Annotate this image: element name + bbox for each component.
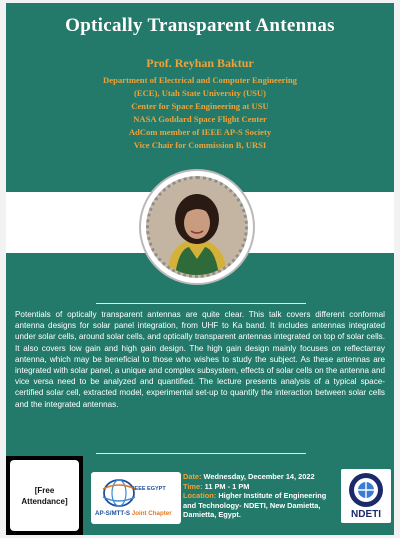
affiliation-line: Department of Electrical and Computer Engineering: [103, 75, 297, 85]
event-location: [183, 491, 337, 520]
affiliation-line: AdCom member of IEEE AP-S Society: [128, 127, 272, 137]
affiliation-line: Center for Space Engineering at USU: [131, 101, 269, 111]
location-label: Location:: [183, 491, 217, 501]
location-value: Higher Institute of Engineering and Technology- NDETI, New Damietta, Damietta, Egypt.: [183, 491, 327, 520]
speaker-name: Prof. Reyhan Baktur: [146, 56, 254, 70]
ndeti-logo: [341, 469, 391, 523]
ieee-chapter-text: [95, 510, 172, 517]
ndeti-emblem-icon: [346, 471, 386, 509]
event-details: [183, 472, 337, 520]
speaker-photo: [146, 176, 248, 278]
divider: [96, 453, 306, 454]
date-value: Wednesday, December 14, 2022: [201, 472, 315, 481]
talk-abstract: Potentials of optically transparent antennas are quite clear. This talk covers different conformal antenna designs for solar panel integration, from UHF to Ka band. It includes antennas integrated under solar cells, around solar cells, and optically transparent antennas integrated on top of solar cells. It also covers low gain and high gain design. The high gain design mainly focuses on reflectarray antenna, which may be beneficial to those who wishes to study the subject. As these antennas are integrated with solar panel, a unique and complex subsystem, effects of solar cells on the antenna and vice versa need to be analyzed and quantified. The lecture presents analysis of a typical space-certified solar cell, extracted model, experimental set-up to quantify the interaction between solar cells and the integrated antennas.: [15, 310, 385, 409]
affiliation-line: Vice Chair for Commission B, URSI: [133, 140, 267, 150]
time-label: Time:: [183, 481, 203, 491]
ieee-logo-text: IEEE EGYPT: [133, 486, 166, 492]
ieee-globe-icon: [97, 475, 137, 509]
free-attendance-badge: [6, 456, 83, 535]
speaker-photo-frame: [139, 169, 255, 285]
affiliation-line: (ECE), Utah State University (USU): [134, 88, 266, 98]
ieee-chapter-logo: [91, 472, 181, 524]
free-attendance-line2: Attendance]: [21, 496, 68, 506]
ndeti-logo-text: NDETI: [351, 509, 381, 520]
poster-title: Optically Transparent Antennas: [65, 15, 335, 36]
time-value: 11 PM - 1 PM: [202, 481, 250, 491]
speaker-portrait-icon: [149, 179, 245, 275]
event-time: [183, 482, 337, 492]
event-date: [183, 472, 337, 482]
free-attendance-panel: [10, 460, 79, 531]
ieee-chapter-suffix: Joint Chapter: [130, 510, 172, 517]
affiliation-line: NASA Goddard Space Flight Center: [133, 114, 267, 124]
ieee-chapter-prefix: AP-S/MTT-S: [95, 510, 131, 517]
lecture-poster: [6, 3, 394, 535]
speaker-affiliations: [6, 74, 394, 152]
divider: [96, 303, 306, 304]
free-attendance-line1: [Free: [34, 485, 55, 495]
date-label: Date:: [183, 472, 202, 481]
